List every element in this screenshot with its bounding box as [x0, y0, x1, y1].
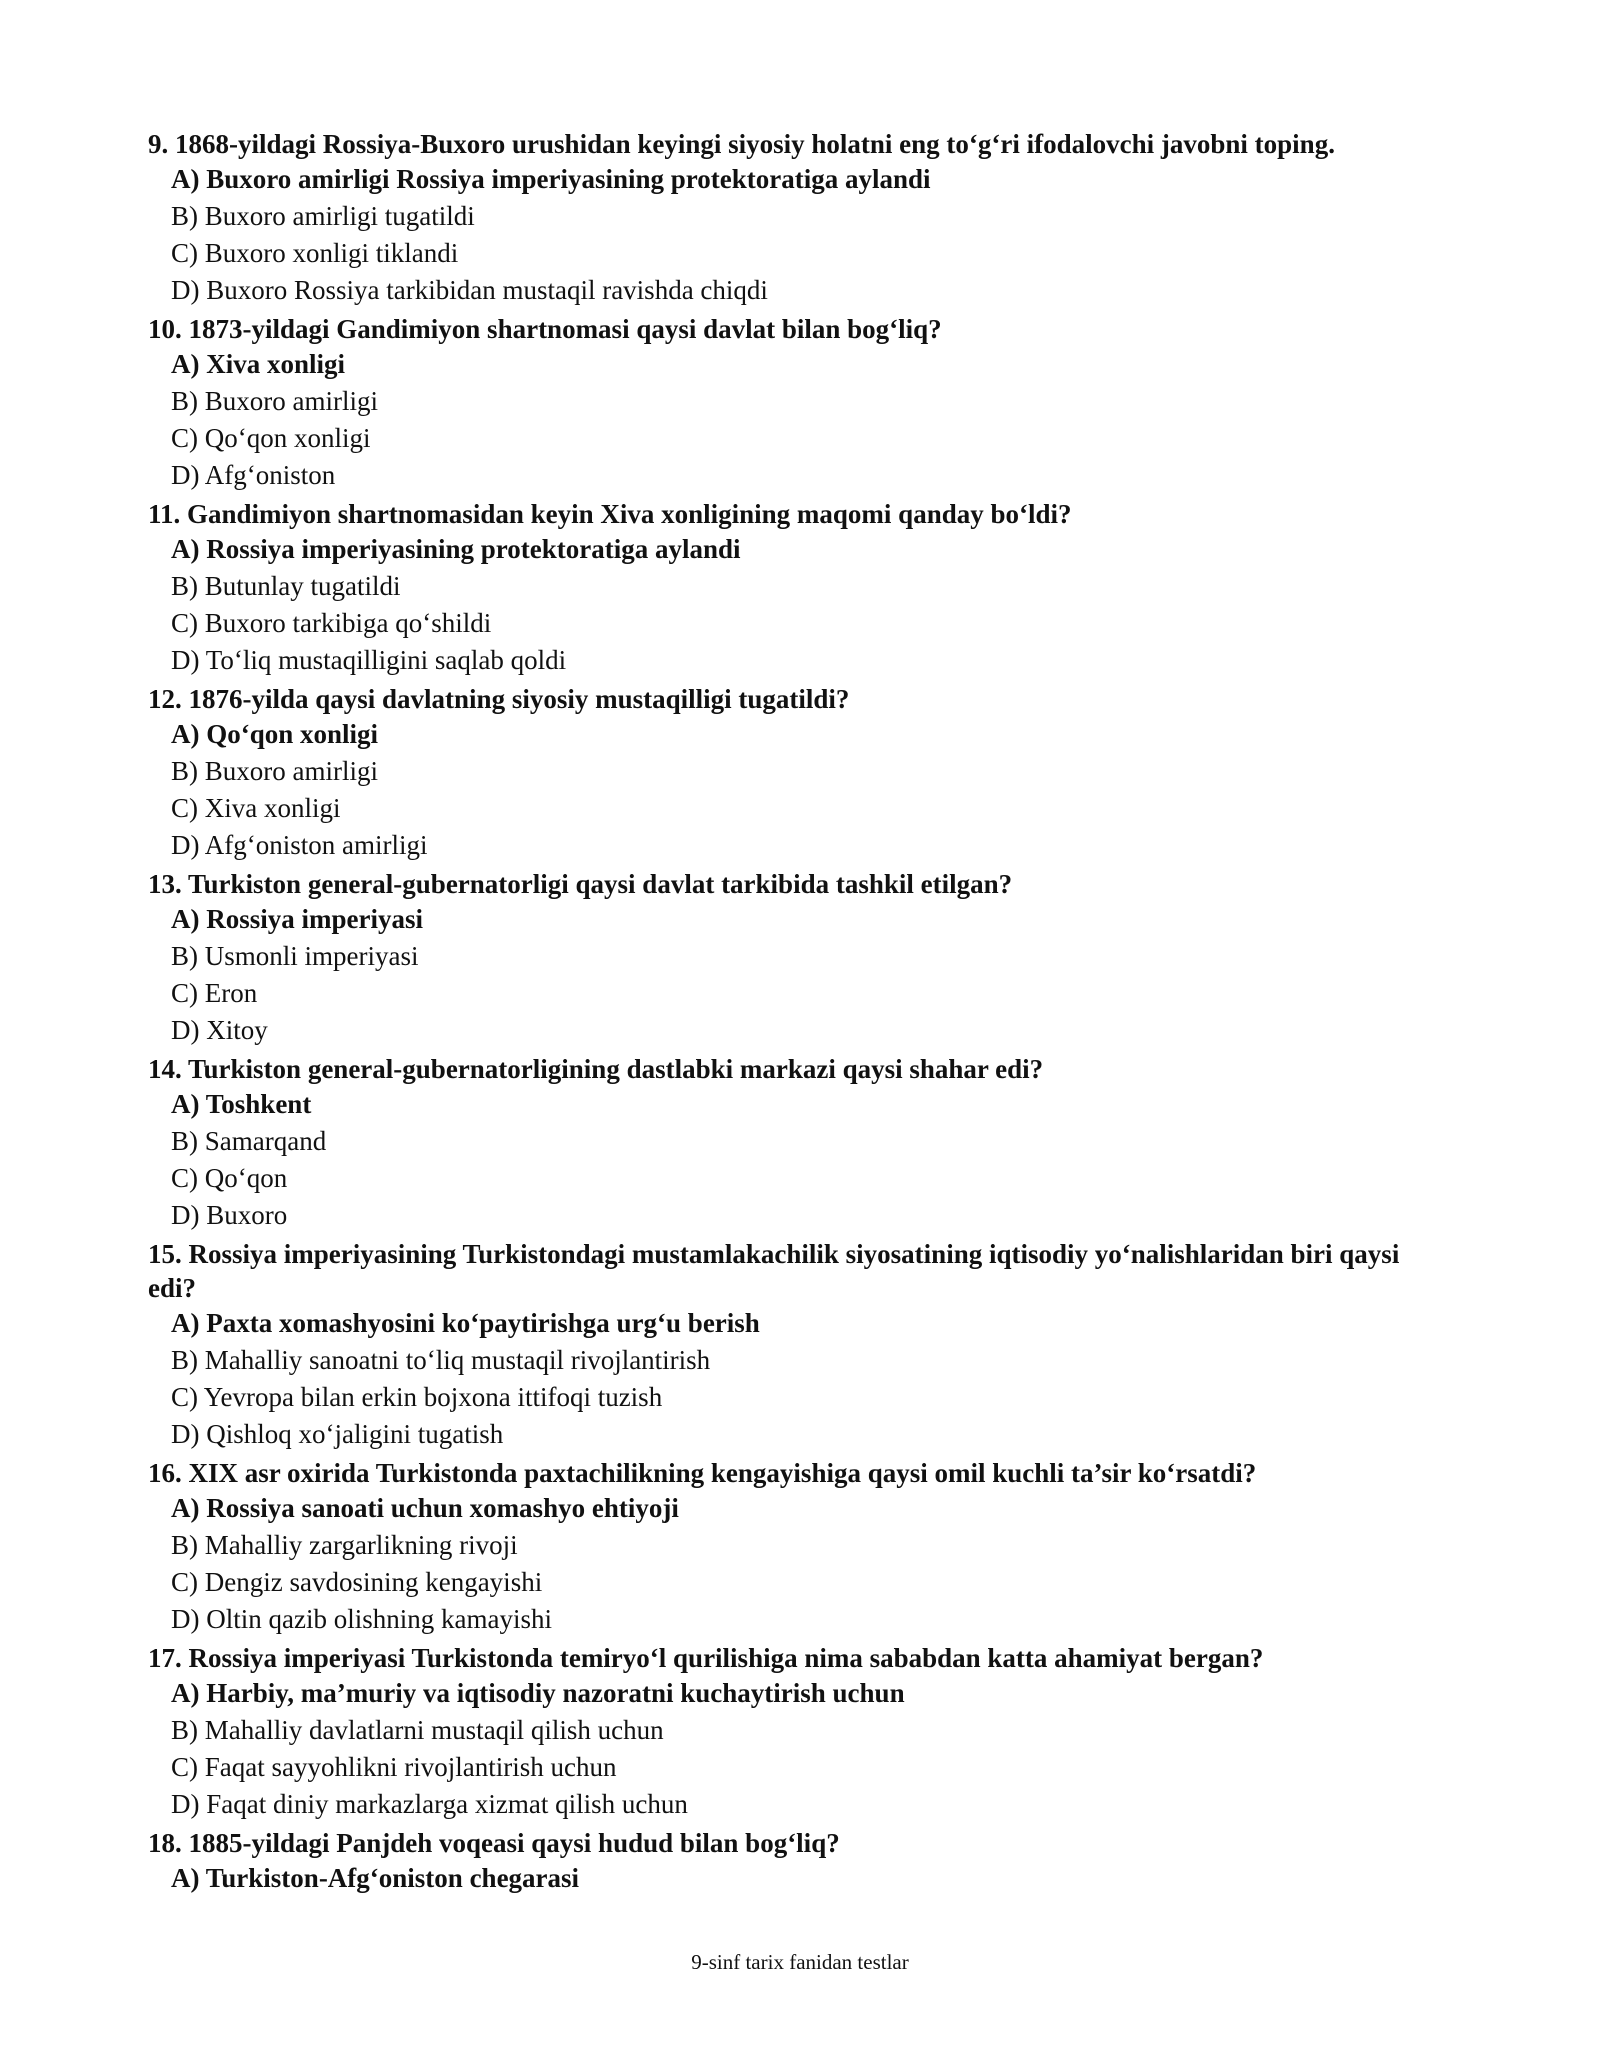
- answer-option: C) Faqat sayyohlikni rivojlantirish uchun: [171, 1752, 617, 1782]
- answer-option: C) Buxoro tarkibiga qo‘shildi: [171, 608, 492, 638]
- question-block: [148, 309, 1438, 494]
- answer-option-correct: A) Qo‘qon xonligi: [171, 719, 379, 749]
- question-text: 13. Turkiston general-gubernatorligi qaysi davlat tarkibida tashkil etilgan?: [148, 869, 1013, 899]
- answer-option: D) Buxoro Rossiya tarkibidan mustaqil ravishda chiqdi: [171, 275, 768, 305]
- answer-option: B) Usmonli imperiyasi: [171, 941, 419, 971]
- answer-option: B) Samarqand: [171, 1126, 327, 1156]
- question-block: [148, 124, 1438, 309]
- question-block: [148, 1453, 1438, 1638]
- answer-option-correct: A) Rossiya imperiyasining protektoratiga aylandi: [171, 534, 741, 564]
- answer-option: C) Buxoro xonligi tiklandi: [171, 238, 459, 268]
- answer-option-correct: A) Rossiya imperiyasi: [171, 904, 423, 934]
- answer-option: D) Oltin qazib olishning kamayishi: [171, 1604, 552, 1634]
- question-text: 14. Turkiston general-gubernatorligining dastlabki markazi qaysi shahar edi?: [148, 1054, 1044, 1084]
- answer-option: C) Xiva xonligi: [171, 793, 341, 823]
- answer-option: D) Xitoy: [171, 1015, 268, 1045]
- question-text: 18. 1885-yildagi Panjdeh voqeasi qaysi hudud bilan bog‘liq?: [148, 1828, 840, 1858]
- answer-option: D) Afg‘oniston: [171, 460, 336, 490]
- question-list: [148, 124, 1438, 1897]
- answer-option: B) Mahalliy zargarlikning rivoji: [171, 1530, 518, 1560]
- answer-option: C) Qo‘qon xonligi: [171, 423, 371, 453]
- question-text: 17. Rossiya imperiyasi Turkistonda temiryo‘l qurilishiga nima sababdan katta ahamiyat bergan?: [148, 1643, 1264, 1673]
- question-text: 11. Gandimiyon shartnomasidan keyin Xiva xonligining maqomi qanday bo‘ldi?: [148, 499, 1072, 529]
- answer-option: D) Qishloq xo‘jaligini tugatish: [171, 1419, 504, 1449]
- question-text: 15. Rossiya imperiyasining Turkistondagi mustamlakachilik siyosatining iqtisodiy yo‘nalishlaridan biri qaysi edi?: [148, 1239, 1400, 1303]
- question-block: [148, 1823, 1438, 1897]
- answer-option: B) Butunlay tugatildi: [171, 571, 401, 601]
- answer-option: B) Buxoro amirligi: [171, 386, 378, 416]
- answer-option: B) Mahalliy sanoatni to‘liq mustaqil rivojlantirish: [171, 1345, 711, 1375]
- answer-option: B) Buxoro amirligi: [171, 756, 378, 786]
- answer-option: D) Afg‘oniston amirligi: [171, 830, 428, 860]
- answer-option-correct: A) Xiva xonligi: [171, 349, 346, 379]
- question-block: [148, 864, 1438, 1049]
- question-block: [148, 1234, 1438, 1453]
- answer-option-correct: A) Toshkent: [171, 1089, 312, 1119]
- answer-option-correct: A) Paxta xomashyosini ko‘paytirishga urg‘u berish: [171, 1308, 760, 1338]
- answer-option-correct: A) Rossiya sanoati uchun xomashyo ehtiyoji: [171, 1493, 679, 1523]
- answer-option: B) Mahalliy davlatlarni mustaqil qilish uchun: [171, 1715, 664, 1745]
- answer-option: C) Dengiz savdosining kengayishi: [171, 1567, 543, 1597]
- question-text: 12. 1876-yilda qaysi davlatning siyosiy mustaqilligi tugatildi?: [148, 684, 850, 714]
- question-block: [148, 494, 1438, 679]
- answer-option: D) Faqat diniy markazlarga xizmat qilish uchun: [171, 1789, 688, 1819]
- question-text: 10. 1873-yildagi Gandimiyon shartnomasi qaysi davlat bilan bog‘liq?: [148, 314, 942, 344]
- answer-option: C) Eron: [171, 978, 258, 1008]
- page-footer: 9-sinf tarix fanidan testlar: [691, 1950, 909, 1974]
- answer-option: C) Qo‘qon: [171, 1163, 288, 1193]
- question-block: [148, 1049, 1438, 1234]
- answer-option: D) Buxoro: [171, 1200, 288, 1230]
- answer-option: D) To‘liq mustaqilligini saqlab qoldi: [171, 645, 567, 675]
- answer-option-correct: A) Turkiston-Afg‘oniston chegarasi: [171, 1863, 580, 1893]
- question-block: [148, 1638, 1438, 1823]
- answer-option: C) Yevropa bilan erkin bojxona ittifoqi tuzish: [171, 1382, 663, 1412]
- question-block: [148, 679, 1438, 864]
- question-text: 9. 1868-yildagi Rossiya-Buxoro urushidan keyingi siyosiy holatni eng to‘g‘ri ifodalovchi javobni toping.: [148, 129, 1335, 159]
- answer-option: B) Buxoro amirligi tugatildi: [171, 201, 475, 231]
- answer-option-correct: A) Buxoro amirligi Rossiya imperiyasining protektoratiga aylandi: [171, 164, 931, 194]
- question-text: 16. XIX asr oxirida Turkistonda paxtachilikning kengayishiga qaysi omil kuchli ta’sir ko‘rsatdi?: [148, 1458, 1257, 1488]
- answer-option-correct: A) Harbiy, ma’muriy va iqtisodiy nazoratni kuchaytirish uchun: [171, 1678, 905, 1708]
